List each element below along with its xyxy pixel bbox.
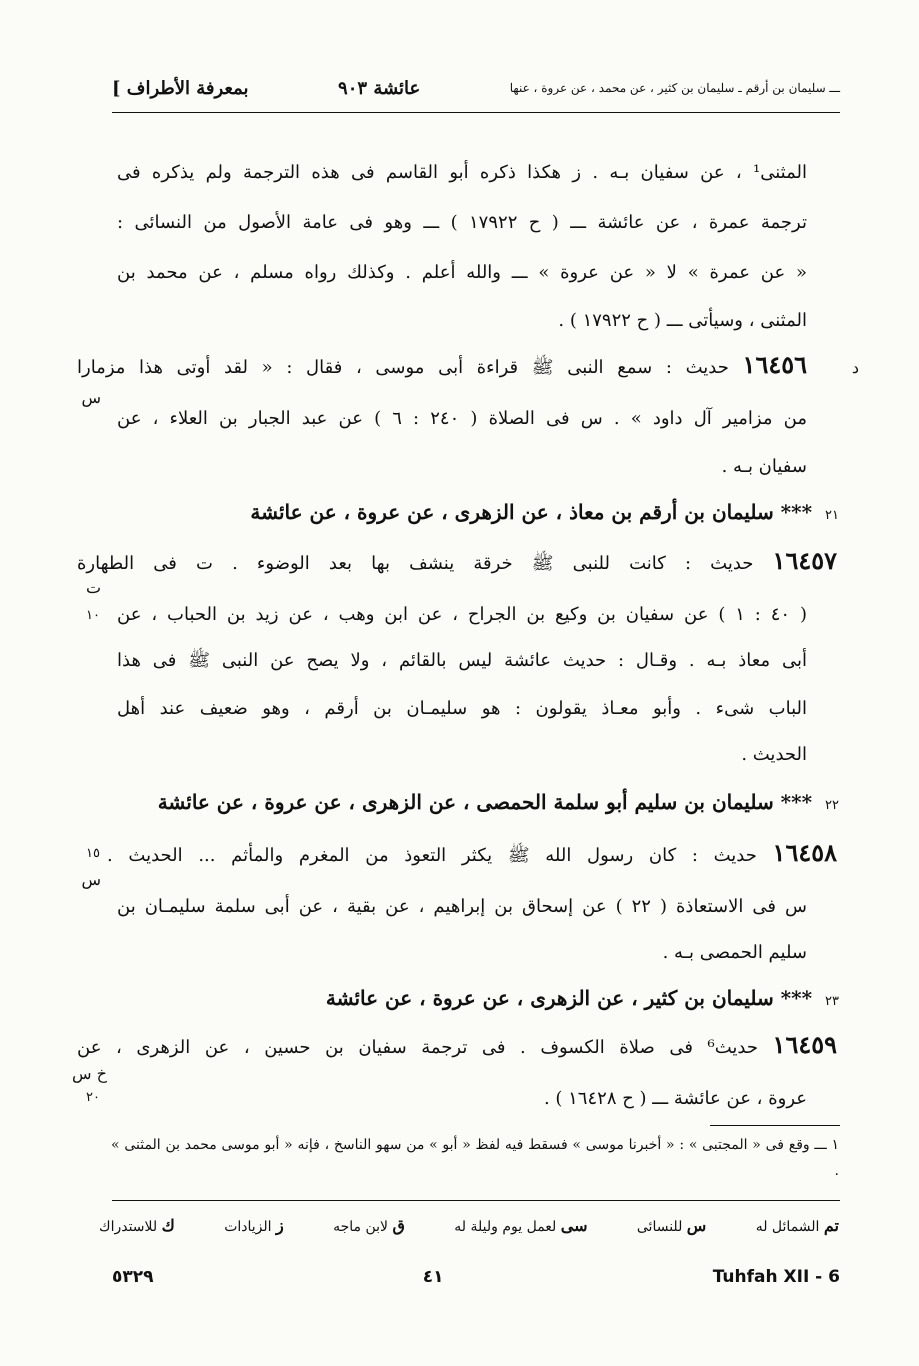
- margin-marker: د: [851, 358, 859, 377]
- abbr-item: سى لعمل يوم وليلة له: [454, 1215, 588, 1235]
- header-rule: [112, 112, 840, 113]
- hadith-16459-line: [77, 1030, 837, 1063]
- abbr-item: تم الشمائل له: [755, 1215, 839, 1235]
- body-line: سفيان بـه .: [721, 456, 807, 477]
- chain-text: *** سليمان بن سليم أبو سلمة الحمصى ، عن الزهرى ، عن عروة ، عن عائشة: [157, 790, 813, 814]
- body-line: المثنى ، وسيأتى ـــ ( ح ١٧٩٢٢ ) .: [558, 310, 807, 331]
- abbreviation-key: [99, 1210, 839, 1240]
- footnote-rule: [710, 1125, 840, 1126]
- chain-number: ٢١: [825, 508, 839, 523]
- chain-heading-23: [99, 982, 839, 1018]
- body-line: عروة ، عن عائشة ـــ ( ح ١٦٤٢٨ ) .: [543, 1088, 807, 1109]
- body-line: ( ٤٠ : ١ ) عن سفيان بن وكيع بن الجراح ، عن ابن وهب ، عن زيد بن الحباب ، عن: [117, 604, 808, 625]
- hadith-16457-line: [77, 546, 837, 579]
- chain-text: *** سليمان بن أرقم بن معاذ ، عن الزهرى ، عن عروة ، عن عائشة: [250, 500, 813, 524]
- hadith-number: ١٦٤٥٧: [772, 546, 837, 575]
- hadith-sigla: ت: [85, 578, 101, 597]
- chain-number: ٢٢: [825, 798, 839, 813]
- hadith-text: حديث⁶ فى صلاة الكسوف . فى ترجمة سفيان بن حسين ، عن الزهرى ، عن: [77, 1037, 758, 1058]
- header-center-title: عائشة ٩٠٣: [338, 77, 421, 99]
- running-header: [112, 66, 840, 110]
- body-line: من مزامير آل داود » . س فى الصلاة ( ٢٤٠ : ٦ ) عن عبد الجبار بن العلاء ، عن: [117, 408, 807, 429]
- chain-heading-22: [99, 786, 839, 822]
- hadith-sigla: خ س: [72, 1064, 107, 1083]
- header-left-title: بمعرفة الأطراف ]: [112, 77, 249, 99]
- page-footer: [112, 1262, 840, 1292]
- body-line: المثنى¹ ، عن سفيان بـه . ز هكذا ذكره أبو القاسم فى هذه الترجمة ولم يذكره فى: [117, 162, 807, 183]
- chain-number: ٢٣: [825, 994, 839, 1009]
- abbr-item: ز الزيادات: [224, 1215, 284, 1235]
- hadith-number: ١٦٤٥٩: [772, 1030, 837, 1059]
- hadith-sigla: س: [81, 388, 101, 407]
- abbr-item: ق لابن ماجه: [333, 1215, 405, 1235]
- abbr-item: ك للاستدراك: [99, 1215, 175, 1235]
- footnote: ١ ـــ وقع فى « المجتبى » : « أخبرنا موسى » فسقط فيه لفظ « أبو » من سهو الناسخ ، فإنه « أبو موسى محمد بن المثنى » .: [111, 1137, 839, 1179]
- line-marker: ٢٠: [86, 1090, 100, 1105]
- chain-heading-21: [99, 496, 839, 532]
- hadith-sigla: س: [81, 870, 101, 889]
- hadith-text: حديث : كانت للنبى ﷺ خرقة ينشف بها بعد الوضوء . ت فى الطهارة: [77, 553, 754, 574]
- chain-text: *** سليمان بن كثير ، عن الزهرى ، عن عروة ، عن عائشة: [325, 986, 813, 1010]
- line-marker: ١٥: [86, 846, 100, 861]
- body-line: سليم الحمصى بـه .: [662, 942, 807, 963]
- body-line: « عن عمرة » لا « عن عروة » ـــ والله أعلم . وكذلك رواه مسلم ، عن محمد بن: [117, 262, 807, 283]
- hadith-16458-line: [107, 838, 837, 871]
- body-line: الحديث .: [741, 744, 807, 765]
- body-line: أبى معاذ بـه . وقـال : حديث عائشة ليس بالقائم ، ولا يصح عن النبى ﷺ فى هذا: [117, 650, 807, 671]
- hadith-number: ١٦٤٥٦: [742, 350, 807, 379]
- header-chain: ـــ سليمان بن أرقم ـ سليمان بن كثير ، عن محمد ، عن عروة ، عنها: [509, 81, 840, 95]
- abbr-item: س للنسائى: [636, 1215, 707, 1235]
- hadith-16456-line: [77, 350, 807, 383]
- footer-left-number: ٥٣٢٩: [112, 1267, 154, 1287]
- body-line: س فى الاستعاذة ( ٢٢ ) عن إسحاق بن إبراهيم ، عن بقية ، عن أبى سلمة سليمـان بن: [117, 896, 807, 917]
- volume-label: Tuhfah XII - 6: [712, 1267, 840, 1287]
- body-line: الباب شىء . وأبو معـاذ يقولون : هو سليمـان بن أرقم ، وهو ضعيف عند أهل: [117, 698, 807, 719]
- hadith-number: ١٦٤٥٨: [772, 838, 837, 867]
- footer-rule: [112, 1200, 840, 1201]
- body-line: ترجمة عمرة ، عن عائشة ـــ ( ح ١٧٩٢٢ ) ـــ وهو فى عامة الأصول من النسائى :: [117, 212, 807, 233]
- hadith-text: حديث : كان رسول الله ﷺ يكثر التعوذ من المغرم والمأثم ... الحديث .: [107, 845, 757, 866]
- hadith-text: حديث : سمع النبى ﷺ قراءة أبى موسى ، فقال : « لقد أوتى هذا مزمارا: [77, 357, 729, 378]
- page-number: ٤١: [422, 1267, 444, 1287]
- line-marker: ١٠: [86, 608, 100, 623]
